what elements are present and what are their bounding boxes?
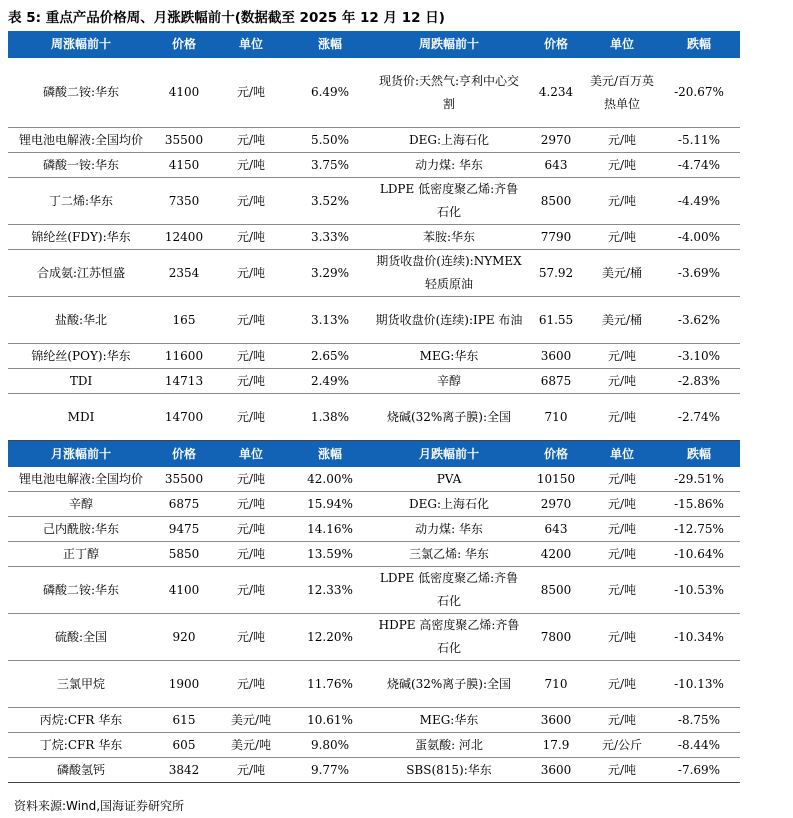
table-cell: 2354 (154, 250, 214, 297)
table-cell: 元/吨 (586, 542, 658, 567)
table-cell: 元/吨 (586, 492, 658, 517)
table-cell: 13.59% (288, 542, 372, 567)
table-cell: 丙烷:CFR 华东 (8, 708, 154, 733)
table-cell: 3.52% (288, 178, 372, 225)
column-header: 跌幅 (658, 31, 740, 58)
table-cell: 元/吨 (586, 517, 658, 542)
table-cell: -15.86% (658, 492, 740, 517)
table-row (8, 733, 740, 758)
table-cell: 710 (526, 661, 586, 708)
table-cell: 605 (154, 733, 214, 758)
table-cell: 1.38% (288, 394, 372, 441)
table-cell: 三氯甲烷 (8, 661, 154, 708)
table-cell: 元/吨 (586, 225, 658, 250)
table-cell: -7.69% (658, 758, 740, 783)
table-cell: 元/吨 (586, 344, 658, 369)
table-cell: PVA (372, 467, 526, 492)
source-note: 资料来源:Wind,国海证券研究所 (14, 799, 185, 813)
table-cell: 3600 (526, 708, 586, 733)
table-cell: 57.92 (526, 250, 586, 297)
table-cell: 61.55 (526, 297, 586, 344)
table-cell: 美元/桶 (586, 250, 658, 297)
table-cell: 615 (154, 708, 214, 733)
table-cell: DEG:上海石化 (372, 128, 526, 153)
table-cell: 3.33% (288, 225, 372, 250)
table-cell: 元/吨 (214, 58, 288, 128)
column-header: 跌幅 (658, 441, 740, 468)
table-cell: -8.44% (658, 733, 740, 758)
table-cell: 元/吨 (214, 661, 288, 708)
table-cell: -8.75% (658, 708, 740, 733)
table-cell: 元/吨 (214, 758, 288, 783)
column-header: 周跌幅前十 (372, 31, 526, 58)
table-cell: 丁二烯:华东 (8, 178, 154, 225)
column-header: 月涨幅前十 (8, 441, 154, 468)
column-header: 价格 (154, 441, 214, 468)
table-cell: 元/吨 (586, 128, 658, 153)
table-cell: 14.16% (288, 517, 372, 542)
table-cell: 6875 (154, 492, 214, 517)
table-cell: 辛醇 (372, 369, 526, 394)
table-cell: 4150 (154, 153, 214, 178)
table-cell: 165 (154, 297, 214, 344)
table-cell: 643 (526, 517, 586, 542)
table-row (8, 178, 740, 225)
table-cell: -3.10% (658, 344, 740, 369)
table-cell: 元/吨 (214, 517, 288, 542)
table-cell: 2.49% (288, 369, 372, 394)
table-cell: 元/吨 (214, 297, 288, 344)
table-cell: 3.13% (288, 297, 372, 344)
table-row (8, 614, 740, 661)
table-cell: 动力煤: 华东 (372, 517, 526, 542)
table-cell: 9.80% (288, 733, 372, 758)
table-cell: 元/吨 (214, 567, 288, 614)
weekly-section (8, 31, 740, 441)
table-cell: 元/吨 (214, 369, 288, 394)
table-cell: SBS(815):华东 (372, 758, 526, 783)
table-cell: 元/吨 (214, 467, 288, 492)
table-cell: 5850 (154, 542, 214, 567)
column-header: 单位 (214, 31, 288, 58)
table-cell: 12400 (154, 225, 214, 250)
table-cell: 4100 (154, 567, 214, 614)
table-cell: 己内酰胺:华东 (8, 517, 154, 542)
table-cell: -10.34% (658, 614, 740, 661)
table-row (8, 225, 740, 250)
table-cell: -4.74% (658, 153, 740, 178)
column-header: 涨幅 (288, 31, 372, 58)
table-title: 表 5: 重点产品价格周、月涨跌幅前十(数据截至 2025 年 12 月 12 日) (8, 10, 445, 26)
table-row (8, 369, 740, 394)
table-cell: 元/吨 (586, 467, 658, 492)
table-cell: 2970 (526, 128, 586, 153)
table-cell: 元/吨 (214, 542, 288, 567)
table-cell: 磷酸一铵:华东 (8, 153, 154, 178)
table-row (8, 758, 740, 783)
table-cell: 元/吨 (586, 758, 658, 783)
table-row (8, 567, 740, 614)
table-cell: 元/吨 (586, 394, 658, 441)
table-cell: 锦纶丝(FDY):华东 (8, 225, 154, 250)
table-cell: 14700 (154, 394, 214, 441)
table-cell: 3600 (526, 344, 586, 369)
table-cell: 8500 (526, 567, 586, 614)
table-cell: 烧碱(32%离子膜):全国 (372, 661, 526, 708)
table-cell: 7350 (154, 178, 214, 225)
table-cell: 4200 (526, 542, 586, 567)
table-cell: 元/吨 (214, 225, 288, 250)
table-row (8, 128, 740, 153)
table-row (8, 708, 740, 733)
table-cell: 3842 (154, 758, 214, 783)
table-cell: 动力煤: 华东 (372, 153, 526, 178)
table-cell: 元/吨 (586, 369, 658, 394)
table-cell: 美元/百万英热单位 (586, 58, 658, 128)
table-cell: 元/吨 (586, 178, 658, 225)
table-cell: 元/吨 (586, 153, 658, 178)
table-cell: 643 (526, 153, 586, 178)
table-row (8, 661, 740, 708)
table-cell: 磷酸二铵:华东 (8, 567, 154, 614)
table-cell: 元/吨 (214, 128, 288, 153)
table-cell: 3.75% (288, 153, 372, 178)
table-cell: 元/吨 (586, 614, 658, 661)
table-cell: MEG:华东 (372, 708, 526, 733)
table-cell: 辛醇 (8, 492, 154, 517)
table-cell: 10.61% (288, 708, 372, 733)
table-cell: 现货价:天然气:亨利中心交割 (372, 58, 526, 128)
table-cell: 元/吨 (214, 492, 288, 517)
column-header: 单位 (586, 31, 658, 58)
table-cell: -5.11% (658, 128, 740, 153)
table-cell: 8500 (526, 178, 586, 225)
column-header: 价格 (526, 441, 586, 468)
table-cell: 4.234 (526, 58, 586, 128)
table-cell: 11600 (154, 344, 214, 369)
table-cell: 6.49% (288, 58, 372, 128)
table-cell: 苯胺:华东 (372, 225, 526, 250)
table-cell: -20.67% (658, 58, 740, 128)
table-cell: MDI (8, 394, 154, 441)
table-cell: 磷酸二铵:华东 (8, 58, 154, 128)
monthly-header-row (8, 441, 740, 468)
table-cell: 4100 (154, 58, 214, 128)
table-cell: -2.74% (658, 394, 740, 441)
column-header: 单位 (586, 441, 658, 468)
table-cell: 烧碱(32%离子膜):全国 (372, 394, 526, 441)
table-cell: 锂电池电解液:全国均价 (8, 467, 154, 492)
table-cell: 元/吨 (214, 394, 288, 441)
table-cell: -2.83% (658, 369, 740, 394)
column-header: 月跌幅前十 (372, 441, 526, 468)
table-cell: -10.13% (658, 661, 740, 708)
table-cell: 锦纶丝(POY):华东 (8, 344, 154, 369)
table-cell: 美元/吨 (214, 708, 288, 733)
table-cell: 9475 (154, 517, 214, 542)
price-change-table (8, 31, 740, 783)
table-cell: 丁烷:CFR 华东 (8, 733, 154, 758)
table-cell: 合成氨:江苏恒盛 (8, 250, 154, 297)
table-cell: -10.53% (658, 567, 740, 614)
table-cell: 2.65% (288, 344, 372, 369)
table-row (8, 394, 740, 441)
table-cell: 期货收盘价(连续):NYMEX 轻质原油 (372, 250, 526, 297)
table-row (8, 344, 740, 369)
table-cell: 盐酸:华北 (8, 297, 154, 344)
column-header: 价格 (154, 31, 214, 58)
table-cell: 7800 (526, 614, 586, 661)
table-cell: 14713 (154, 369, 214, 394)
table-row (8, 467, 740, 492)
table-cell: 正丁醇 (8, 542, 154, 567)
monthly-section (8, 441, 740, 783)
table-cell: TDI (8, 369, 154, 394)
table-cell: 元/吨 (214, 614, 288, 661)
table-cell: 10150 (526, 467, 586, 492)
table-cell: 期货收盘价(连续):IPE 布油 (372, 297, 526, 344)
table-cell: 1900 (154, 661, 214, 708)
table-row (8, 542, 740, 567)
table-cell: 11.76% (288, 661, 372, 708)
weekly-header-row (8, 31, 740, 58)
table-cell: 17.9 (526, 733, 586, 758)
table-cell: LDPE 低密度聚乙烯:齐鲁石化 (372, 567, 526, 614)
table-cell: 锂电池电解液:全国均价 (8, 128, 154, 153)
table-cell: 元/吨 (214, 153, 288, 178)
table-cell: 710 (526, 394, 586, 441)
table-cell: 920 (154, 614, 214, 661)
table-cell: 元/公斤 (586, 733, 658, 758)
table-cell: 35500 (154, 128, 214, 153)
table-cell: -12.75% (658, 517, 740, 542)
table-cell: MEG:华东 (372, 344, 526, 369)
table-cell: -3.69% (658, 250, 740, 297)
table-cell: DEG:上海石化 (372, 492, 526, 517)
column-header: 单位 (214, 441, 288, 468)
table-cell: -29.51% (658, 467, 740, 492)
column-header: 价格 (526, 31, 586, 58)
table-cell: 元/吨 (214, 250, 288, 297)
table-cell: 元/吨 (586, 661, 658, 708)
table-cell: 元/吨 (214, 344, 288, 369)
table-cell: 3.29% (288, 250, 372, 297)
column-header: 周涨幅前十 (8, 31, 154, 58)
table-cell: 磷酸氢钙 (8, 758, 154, 783)
table-cell: HDPE 高密度聚乙烯:齐鲁石化 (372, 614, 526, 661)
table-cell: 元/吨 (214, 178, 288, 225)
table-cell: 硫酸:全国 (8, 614, 154, 661)
table-cell: 6875 (526, 369, 586, 394)
table-cell: 12.33% (288, 567, 372, 614)
table-cell: -4.00% (658, 225, 740, 250)
table-cell: 7790 (526, 225, 586, 250)
table-cell: 42.00% (288, 467, 372, 492)
table-cell: 35500 (154, 467, 214, 492)
table-cell: 美元/桶 (586, 297, 658, 344)
table-cell: 美元/吨 (214, 733, 288, 758)
table-cell: 2970 (526, 492, 586, 517)
table-row (8, 153, 740, 178)
table-row (8, 58, 740, 128)
table-cell: 元/吨 (586, 567, 658, 614)
table-cell: 三氯乙烯: 华东 (372, 542, 526, 567)
table-row (8, 250, 740, 297)
table-cell: 12.20% (288, 614, 372, 661)
table-cell: 蛋氨酸: 河北 (372, 733, 526, 758)
table-cell: 3600 (526, 758, 586, 783)
table-cell: LDPE 低密度聚乙烯:齐鲁石化 (372, 178, 526, 225)
column-header: 涨幅 (288, 441, 372, 468)
table-cell: -3.62% (658, 297, 740, 344)
table-cell: 5.50% (288, 128, 372, 153)
table-row (8, 297, 740, 344)
table-cell: 元/吨 (586, 708, 658, 733)
table-cell: 15.94% (288, 492, 372, 517)
table-cell: -4.49% (658, 178, 740, 225)
table-cell: -10.64% (658, 542, 740, 567)
table-row (8, 517, 740, 542)
table-cell: 9.77% (288, 758, 372, 783)
table-row (8, 492, 740, 517)
